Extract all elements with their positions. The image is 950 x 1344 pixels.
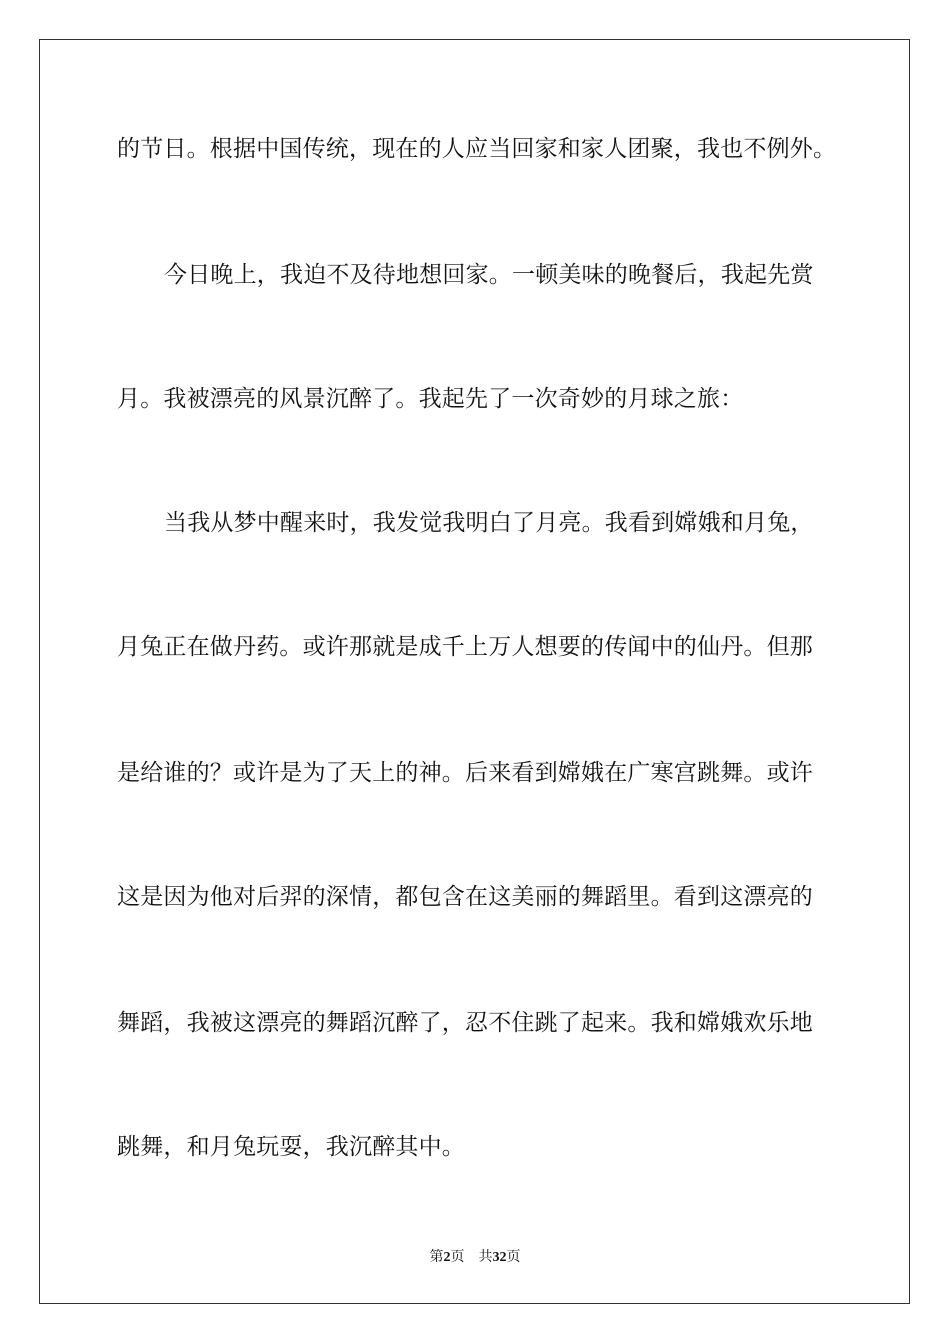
footer-page-prefix: 第 [429,1249,444,1265]
body-line-6: 是给谁的？或许是为了天上的神。后来看到嫦娥在广寒宫跳舞。或许 [117,760,813,786]
body-line-2: 今日晚上，我迫不及待地想回家。一顿美味的晚餐后，我起先赏 [164,262,814,288]
body-line-7: 这是因为他对后羿的深情，都包含在这美丽的舞蹈里。看到这漂亮的 [117,884,813,910]
page-border [39,39,910,1304]
body-line-8: 舞蹈，我被这漂亮的舞蹈沉醉了，忍不住跳了起来。我和嫦娥欢乐地 [117,1010,813,1036]
body-line-1: 的节日。根据中国传统，现在的人应当回家和家人团聚，我也不例外。 [117,136,837,162]
footer-total-pages: 32 [492,1250,507,1265]
footer-page-suffix: 页 [450,1249,465,1265]
body-line-9: 跳舞，和月兔玩耍，我沉醉其中。 [117,1134,465,1160]
body-line-4: 当我从梦中醒来时，我发觉我明白了月亮。我看到嫦娥和月兔， [164,510,814,536]
footer-total-prefix: 共 [478,1249,493,1265]
footer-total-suffix: 页 [506,1249,521,1265]
page-footer [0,1248,950,1267]
body-line-5: 月兔正在做丹药。或许那就是成千上万人想要的传闻中的仙丹。但那 [117,634,813,660]
body-line-3: 月。我被漂亮的风景沉醉了。我起先了一次奇妙的月球之旅： [117,386,744,412]
footer-page-number: 2 [443,1250,451,1265]
